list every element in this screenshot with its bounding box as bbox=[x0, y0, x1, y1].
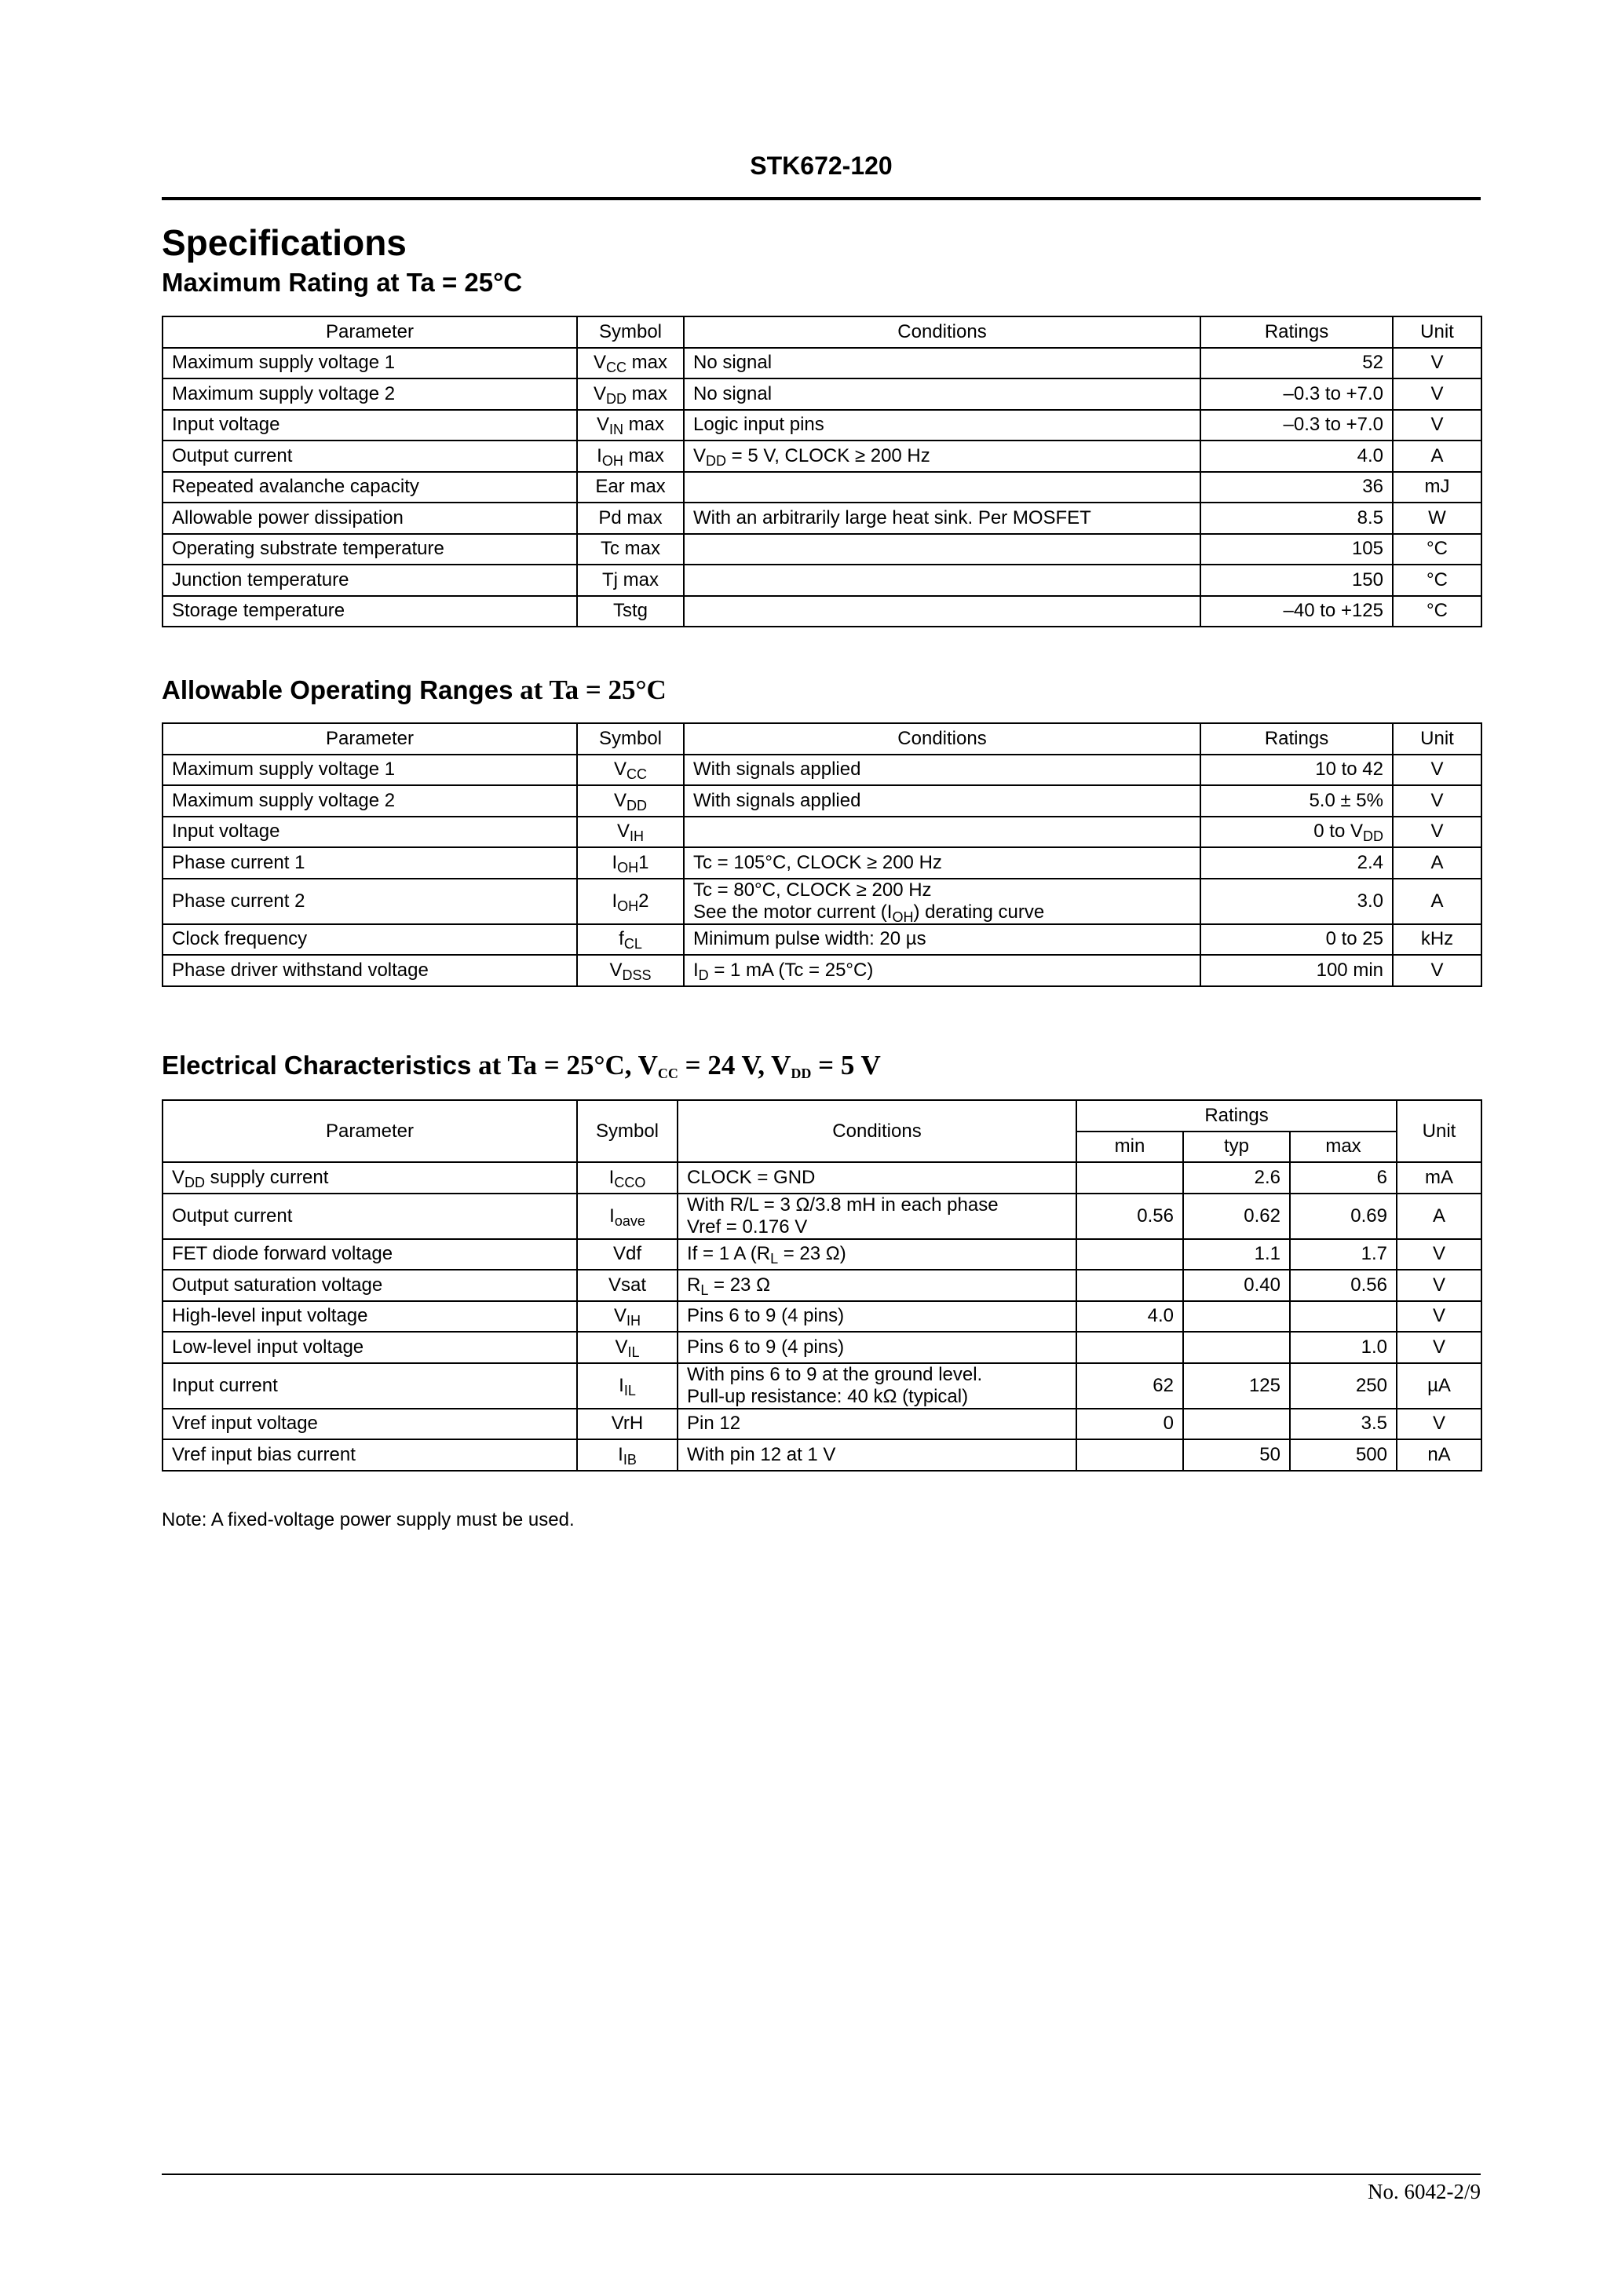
column-header: Conditions bbox=[684, 723, 1200, 755]
rating-cell: 100 min bbox=[1200, 955, 1393, 986]
max-cell: 1.7 bbox=[1290, 1239, 1397, 1270]
table-row bbox=[163, 1301, 1481, 1333]
unit-cell: mA bbox=[1397, 1162, 1481, 1194]
column-header: Parameter bbox=[163, 316, 577, 348]
table-row bbox=[163, 847, 1481, 879]
symbol-cell: $V_{IN}$ max bbox=[577, 410, 684, 441]
page-number: No. 6042-2/9 bbox=[1368, 2180, 1481, 2203]
table-row bbox=[163, 534, 1481, 565]
rating-cell: 2.4 bbox=[1200, 847, 1393, 879]
column-header: min bbox=[1076, 1132, 1183, 1163]
table-row bbox=[163, 1162, 1481, 1194]
symbol-cell: $f_{CL}$ bbox=[577, 924, 684, 956]
unit-cell: V bbox=[1393, 348, 1481, 379]
symbol-cell: $V_{DD}$ max bbox=[577, 378, 684, 410]
unit-cell: V bbox=[1397, 1270, 1481, 1301]
unit-cell: V bbox=[1393, 785, 1481, 817]
conditions-cell: With an arbitrarily large heat sink. Per MOSFET bbox=[684, 503, 1200, 534]
column-header: Parameter bbox=[163, 723, 577, 755]
table-row bbox=[163, 472, 1481, 503]
parameter-cell: Output current bbox=[163, 441, 577, 472]
conditions-cell bbox=[684, 817, 1200, 848]
symbol-cell: Vsat bbox=[577, 1270, 678, 1301]
parameter-cell: Input current bbox=[163, 1363, 577, 1409]
table-row bbox=[163, 565, 1481, 596]
unit-cell: mJ bbox=[1393, 472, 1481, 503]
rating-cell: 0 to 25 bbox=[1200, 924, 1393, 956]
column-header: Ratings bbox=[1200, 723, 1393, 755]
min-cell: 0.56 bbox=[1076, 1194, 1183, 1239]
table-row bbox=[163, 1239, 1481, 1270]
parameter-cell: FET diode forward voltage bbox=[163, 1239, 577, 1270]
symbol-cell: $I_{IB}$ bbox=[577, 1439, 678, 1471]
table-row bbox=[163, 1439, 1481, 1471]
symbol-cell: $V_{CC}$ max bbox=[577, 348, 684, 379]
table-row bbox=[163, 410, 1481, 441]
electrical-title: Electrical Characteristics at Ta = 25°C, $V_{CC} = 24$ V, $V_{DD} = 5$ V bbox=[162, 1050, 881, 1081]
parameter-cell: Maximum supply voltage 2 bbox=[163, 378, 577, 410]
conditions-cell bbox=[684, 565, 1200, 596]
column-header: Conditions bbox=[684, 316, 1200, 348]
parameter-cell: Allowable power dissipation bbox=[163, 503, 577, 534]
conditions-cell: With signals applied bbox=[684, 785, 1200, 817]
max-cell: 0.56 bbox=[1290, 1270, 1397, 1301]
parameter-cell: Storage temperature bbox=[163, 596, 577, 627]
conditions-cell bbox=[684, 596, 1200, 627]
conditions-cell: With R/L = 3 Ω/3.8 mH in each phase Vref = 0.176 V bbox=[678, 1194, 1076, 1239]
column-header: max bbox=[1290, 1132, 1397, 1163]
parameter-cell: Repeated avalanche capacity bbox=[163, 472, 577, 503]
conditions-cell: With pins 6 to 9 at the ground level. Pull-up resistance: 40 kΩ (typical) bbox=[678, 1363, 1076, 1409]
unit-cell: V bbox=[1397, 1239, 1481, 1270]
symbol-cell: $V_{IL}$ bbox=[577, 1332, 678, 1363]
rating-cell: –0.3 to +7.0 bbox=[1200, 410, 1393, 441]
parameter-cell: Vref input voltage bbox=[163, 1409, 577, 1440]
table-row bbox=[163, 755, 1481, 786]
conditions-cell: Pins 6 to 9 (4 pins) bbox=[678, 1332, 1076, 1363]
parameter-cell: Input voltage bbox=[163, 817, 577, 848]
conditions-cell: Tc = 80°C, CLOCK ≥ 200 Hz See the motor current $(I_{OH})$ derating curve bbox=[684, 879, 1200, 924]
conditions-cell bbox=[684, 472, 1200, 503]
unit-cell: V bbox=[1397, 1301, 1481, 1333]
table-row bbox=[163, 955, 1481, 986]
symbol-cell: $I_{OH}1$ bbox=[577, 847, 684, 879]
unit-cell: V bbox=[1393, 755, 1481, 786]
typ-cell bbox=[1183, 1409, 1290, 1440]
symbol-cell: $V_{DSS}$ bbox=[577, 955, 684, 986]
symbol-cell: $V_{IH}$ bbox=[577, 817, 684, 848]
column-header: typ bbox=[1183, 1132, 1290, 1163]
rating-cell: –40 to +125 bbox=[1200, 596, 1393, 627]
symbol-cell: $I_{CCO}$ bbox=[577, 1162, 678, 1194]
max-rating-title: Maximum Rating at Ta = 25°C bbox=[162, 268, 523, 297]
symbol-cell: Vdf bbox=[577, 1239, 678, 1270]
table-row bbox=[163, 924, 1481, 956]
column-header: Unit bbox=[1397, 1100, 1481, 1162]
symbol-cell: Tc max bbox=[577, 534, 684, 565]
typ-cell: 1.1 bbox=[1183, 1239, 1290, 1270]
parameter-cell: Phase current 1 bbox=[163, 847, 577, 879]
min-cell: 62 bbox=[1076, 1363, 1183, 1409]
max-rating-table bbox=[162, 316, 1482, 627]
parameter-cell: $V_{DD}$ supply current bbox=[163, 1162, 577, 1194]
symbol-cell: $I_{IL}$ bbox=[577, 1363, 678, 1409]
unit-cell: V bbox=[1393, 410, 1481, 441]
column-header: Ratings bbox=[1200, 316, 1393, 348]
parameter-cell: Operating substrate temperature bbox=[163, 534, 577, 565]
min-cell bbox=[1076, 1332, 1183, 1363]
symbol-cell: Tj max bbox=[577, 565, 684, 596]
max-cell: 500 bbox=[1290, 1439, 1397, 1471]
conditions-cell: Minimum pulse width: 20 µs bbox=[684, 924, 1200, 956]
unit-cell: W bbox=[1393, 503, 1481, 534]
typ-cell: 125 bbox=[1183, 1363, 1290, 1409]
rating-cell: 10 to 42 bbox=[1200, 755, 1393, 786]
parameter-cell: Low-level input voltage bbox=[163, 1332, 577, 1363]
electrical-table bbox=[162, 1099, 1482, 1472]
max-cell: 1.0 bbox=[1290, 1332, 1397, 1363]
conditions-cell: With signals applied bbox=[684, 755, 1200, 786]
conditions-cell: $R_L = 23$ Ω bbox=[678, 1270, 1076, 1301]
table-row bbox=[163, 596, 1481, 627]
column-header: Unit bbox=[1393, 723, 1481, 755]
rating-cell: –0.3 to +7.0 bbox=[1200, 378, 1393, 410]
conditions-cell: Logic input pins bbox=[684, 410, 1200, 441]
table-row bbox=[163, 1409, 1481, 1440]
unit-cell: kHz bbox=[1393, 924, 1481, 956]
parameter-cell: Phase driver withstand voltage bbox=[163, 955, 577, 986]
conditions-cell: $V_{DD} = 5$ V, CLOCK ≥ 200 Hz bbox=[684, 441, 1200, 472]
column-header: Unit bbox=[1393, 316, 1481, 348]
min-cell: 4.0 bbox=[1076, 1301, 1183, 1333]
rating-cell: 36 bbox=[1200, 472, 1393, 503]
unit-cell: V bbox=[1393, 955, 1481, 986]
specifications-title: Specifications bbox=[162, 222, 407, 263]
unit-cell: °C bbox=[1393, 596, 1481, 627]
symbol-cell: $V_{DD}$ bbox=[577, 785, 684, 817]
column-header: Symbol bbox=[577, 723, 684, 755]
unit-cell: °C bbox=[1393, 534, 1481, 565]
parameter-cell: Maximum supply voltage 2 bbox=[163, 785, 577, 817]
parameter-cell: Clock frequency bbox=[163, 924, 577, 956]
header-rule bbox=[162, 197, 1481, 200]
conditions-cell: No signal bbox=[684, 378, 1200, 410]
rating-cell: 105 bbox=[1200, 534, 1393, 565]
min-cell: 0 bbox=[1076, 1409, 1183, 1440]
unit-cell: V bbox=[1393, 378, 1481, 410]
unit-cell: A bbox=[1393, 847, 1481, 879]
unit-cell: °C bbox=[1393, 565, 1481, 596]
max-cell: 250 bbox=[1290, 1363, 1397, 1409]
symbol-cell: $I_{OH}2$ bbox=[577, 879, 684, 924]
typ-cell bbox=[1183, 1332, 1290, 1363]
unit-cell: A bbox=[1397, 1194, 1481, 1239]
max-cell: 3.5 bbox=[1290, 1409, 1397, 1440]
footer-rule bbox=[162, 2174, 1481, 2175]
conditions-cell: No signal bbox=[684, 348, 1200, 379]
rating-cell: 8.5 bbox=[1200, 503, 1393, 534]
unit-cell: V bbox=[1397, 1409, 1481, 1440]
unit-cell: A bbox=[1393, 441, 1481, 472]
rating-cell: 3.0 bbox=[1200, 879, 1393, 924]
conditions-cell: $I_D = 1$ mA (Tc = 25°C) bbox=[684, 955, 1200, 986]
rating-cell: 0 to $V_{DD}$ bbox=[1200, 817, 1393, 848]
conditions-cell: If = 1 A ($R_L = 23$ Ω) bbox=[678, 1239, 1076, 1270]
column-header: Symbol bbox=[577, 316, 684, 348]
typ-cell bbox=[1183, 1301, 1290, 1333]
symbol-cell: $V_{IH}$ bbox=[577, 1301, 678, 1333]
conditions-cell bbox=[684, 534, 1200, 565]
note-text: Note: A fixed-voltage power supply must be used. bbox=[162, 1509, 575, 1530]
parameter-cell: Maximum supply voltage 1 bbox=[163, 348, 577, 379]
symbol-cell: $I_{OH}$ max bbox=[577, 441, 684, 472]
symbol-cell: $V_{CC}$ bbox=[577, 755, 684, 786]
symbol-cell: VrH bbox=[577, 1409, 678, 1440]
column-header: Symbol bbox=[577, 1100, 678, 1162]
unit-cell: nA bbox=[1397, 1439, 1481, 1471]
unit-cell: µA bbox=[1397, 1363, 1481, 1409]
symbol-cell: Ear max bbox=[577, 472, 684, 503]
parameter-cell: Maximum supply voltage 1 bbox=[163, 755, 577, 786]
max-cell: 0.69 bbox=[1290, 1194, 1397, 1239]
min-cell bbox=[1076, 1439, 1183, 1471]
column-header: Conditions bbox=[678, 1100, 1076, 1162]
min-cell bbox=[1076, 1270, 1183, 1301]
table-row bbox=[163, 879, 1481, 924]
max-cell bbox=[1290, 1301, 1397, 1333]
min-cell bbox=[1076, 1239, 1183, 1270]
symbol-cell: Tstg bbox=[577, 596, 684, 627]
operating-ranges-title: Allowable Operating Ranges at Ta = 25°C bbox=[162, 675, 667, 705]
table-row bbox=[163, 1270, 1481, 1301]
unit-cell: A bbox=[1393, 879, 1481, 924]
conditions-cell: Pin 12 bbox=[678, 1409, 1076, 1440]
conditions-cell: Tc = 105°C, CLOCK ≥ 200 Hz bbox=[684, 847, 1200, 879]
table-row bbox=[163, 348, 1481, 379]
rating-cell: 52 bbox=[1200, 348, 1393, 379]
typ-cell: 0.40 bbox=[1183, 1270, 1290, 1301]
conditions-cell: Pins 6 to 9 (4 pins) bbox=[678, 1301, 1076, 1333]
rating-cell: 5.0 ± 5% bbox=[1200, 785, 1393, 817]
table-row bbox=[163, 503, 1481, 534]
parameter-cell: Junction temperature bbox=[163, 565, 577, 596]
column-header: Ratings bbox=[1076, 1100, 1397, 1132]
rating-cell: 4.0 bbox=[1200, 441, 1393, 472]
table-row bbox=[163, 785, 1481, 817]
symbol-cell: Pd max bbox=[577, 503, 684, 534]
conditions-cell: CLOCK = GND bbox=[678, 1162, 1076, 1194]
rating-cell: 150 bbox=[1200, 565, 1393, 596]
table-row bbox=[163, 817, 1481, 848]
typ-cell: 50 bbox=[1183, 1439, 1290, 1471]
min-cell bbox=[1076, 1162, 1183, 1194]
table-row bbox=[163, 441, 1481, 472]
table-row bbox=[163, 1332, 1481, 1363]
symbol-cell: $I_{oave}$ bbox=[577, 1194, 678, 1239]
column-header: Parameter bbox=[163, 1100, 577, 1162]
operating-ranges-table bbox=[162, 722, 1482, 987]
table-row bbox=[163, 378, 1481, 410]
parameter-cell: Output current bbox=[163, 1194, 577, 1239]
parameter-cell: Output saturation voltage bbox=[163, 1270, 577, 1301]
unit-cell: V bbox=[1397, 1332, 1481, 1363]
table-row bbox=[163, 1363, 1481, 1409]
parameter-cell: Input voltage bbox=[163, 410, 577, 441]
typ-cell: 2.6 bbox=[1183, 1162, 1290, 1194]
typ-cell: 0.62 bbox=[1183, 1194, 1290, 1239]
max-cell: 6 bbox=[1290, 1162, 1397, 1194]
conditions-cell: With pin 12 at 1 V bbox=[678, 1439, 1076, 1471]
parameter-cell: High-level input voltage bbox=[163, 1301, 577, 1333]
parameter-cell: Vref input bias current bbox=[163, 1439, 577, 1471]
table-row bbox=[163, 1194, 1481, 1239]
parameter-cell: Phase current 2 bbox=[163, 879, 577, 924]
unit-cell: V bbox=[1393, 817, 1481, 848]
page-header: STK672-120 bbox=[750, 152, 893, 180]
